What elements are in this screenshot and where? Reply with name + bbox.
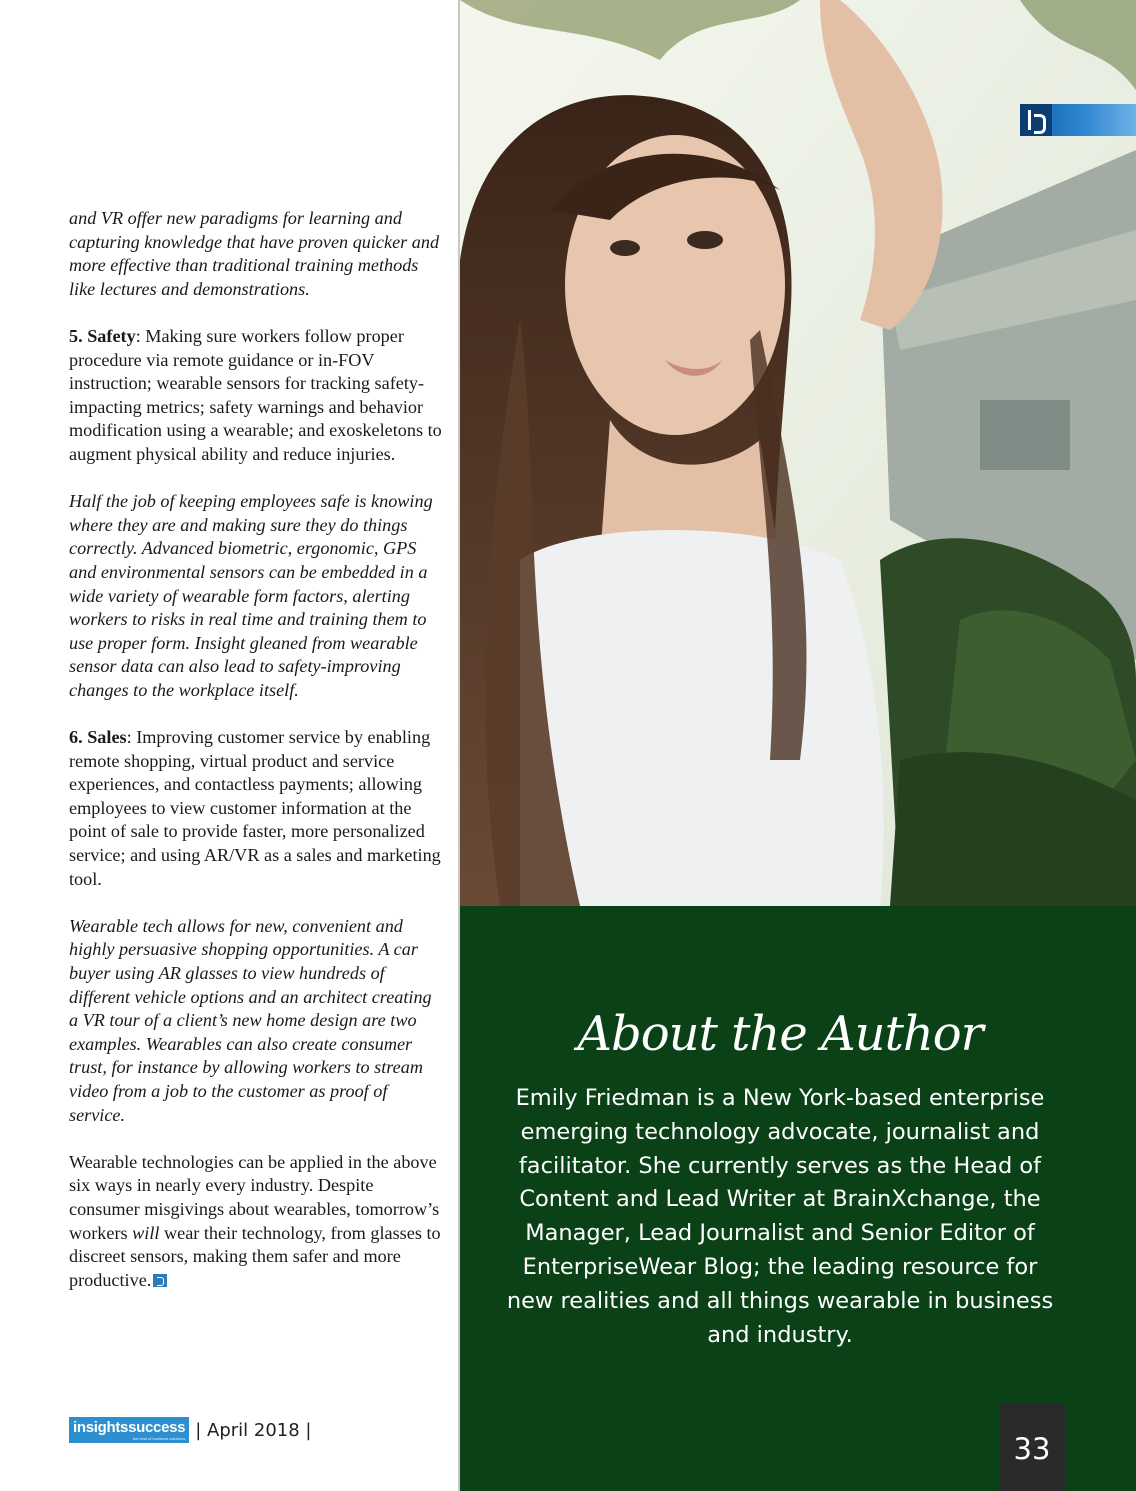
- article-body: [69, 207, 444, 1316]
- about-author-heading: About the Author: [577, 1006, 983, 1062]
- section-text: : Improving customer service by enabling remote shopping, virtual product and service experiences, and contactless payments; allowing employees to view customer information at the point of sale to provide faster, more personalized service; and using AR/VR as a sales and marketing tool.: [69, 727, 441, 889]
- section-text: : Making sure workers follow proper procedure via remote guidance or in-FOV instruction; wearable sensors for tracking safety-impacting metrics; safety warnings and behavior modification using a wearable; and exoskeletons to augment physical ability and reduce injuries.: [69, 325, 442, 464]
- magazine-badge: [1020, 104, 1136, 136]
- logo-wordmark: insightssuccess: [73, 1418, 186, 1436]
- page-number-box: [999, 1404, 1065, 1491]
- logo-mark-icon: [1020, 104, 1052, 136]
- author-bio: Emily Friedman is a New York-based enterprise emerging technology advocate, journalist and facilitator. She currently serves as the Head of Content and Lead Writer at BrainXchange, the Manager, Lead Journalist and Senior Editor of EnterpriseWear Blog; the leading resource for new realities and all things wearable in business and industry.: [506, 1085, 1054, 1348]
- article-paragraph: [69, 1151, 444, 1293]
- page-footer: [69, 1416, 311, 1444]
- article-paragraph: [69, 726, 444, 891]
- logo-tagline: the best of business solutions: [132, 1435, 186, 1441]
- insights-success-logo: [69, 1417, 189, 1443]
- closing-text: wear their technology, from glasses to discreet sensors, making them safer and more productive.: [69, 1222, 441, 1290]
- emphasis-text: will: [132, 1222, 160, 1243]
- end-mark-icon: [153, 1274, 167, 1287]
- article-paragraph: Wearable tech allows for new, convenient and highly persuasive shopping opportunities. A car buyer using AR glasses to view hundreds of different vehicle options and an architect creating a VR tour of a client’s new home design are two examples. Wearables can also create consumer trust, for instance by allowing workers to stream video from a job to the customer as proof of service.: [69, 915, 432, 1125]
- section-heading-safety: 5. Safety: [69, 325, 136, 346]
- article-paragraph: [69, 325, 444, 467]
- article-paragraph: and VR offer new paradigms for learning and capturing knowledge that have proven quicker and more effective than traditional training methods like lectures and demonstrations.: [69, 208, 440, 299]
- closing-text: Wearable technologies can be applied in the above six ways in nearly every industry. Despite consumer misgivings about wearables, tomorrow’s workers: [69, 1151, 440, 1243]
- article-paragraph: Half the job of keeping employees safe is knowing where they are and making sure they do things correctly. Advanced biometric, ergonomic, GPS and environmental sensors can be embedded in a wide variety of wearable form factors, alerting workers to risks in real time and training them to use proper form. Insight gleaned from wearable sensor data can also lead to safety-improving changes to the workplace itself.: [69, 491, 433, 700]
- issue-date: | April 2018 |: [195, 1419, 312, 1441]
- page-number: 33: [1013, 1432, 1051, 1466]
- section-heading-sales: 6. Sales: [69, 727, 127, 748]
